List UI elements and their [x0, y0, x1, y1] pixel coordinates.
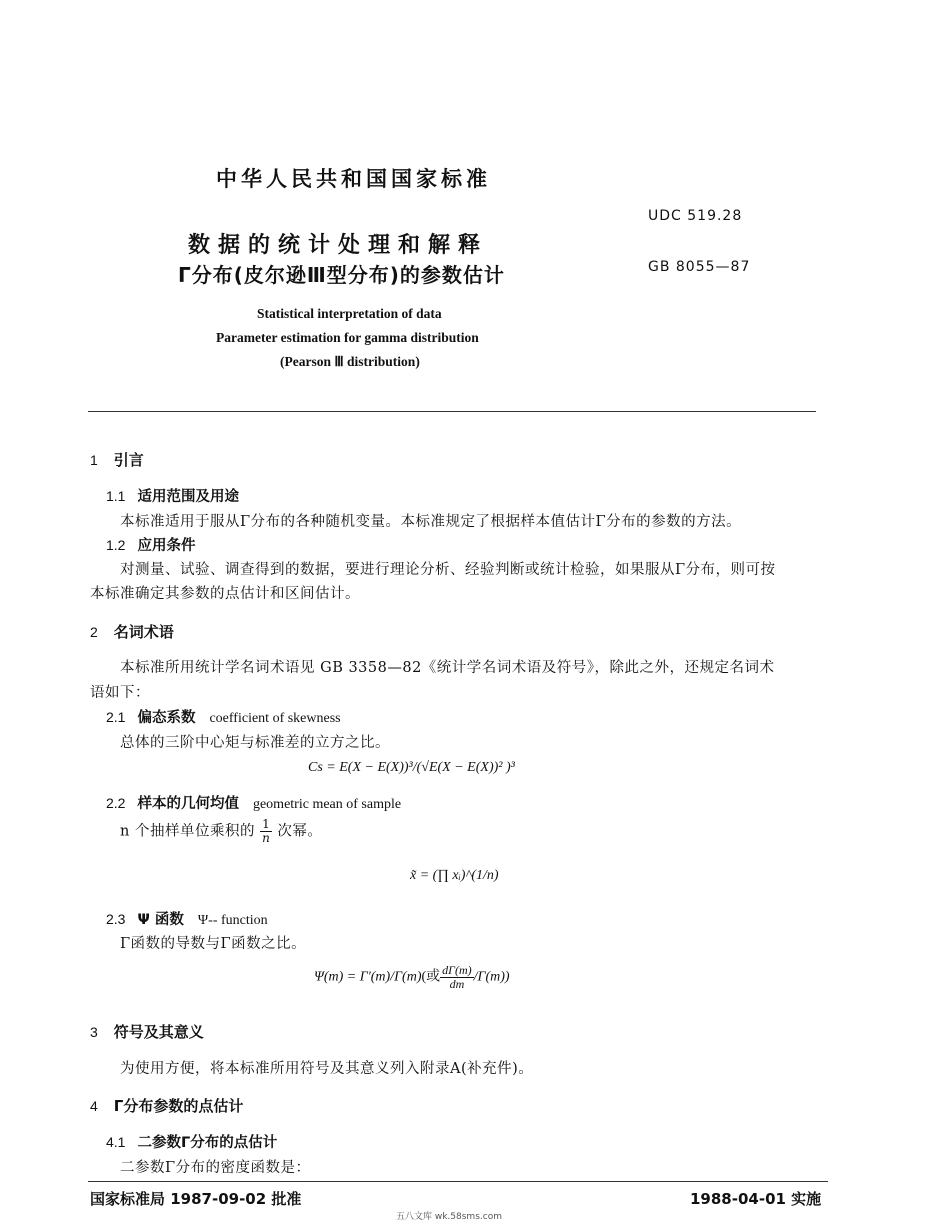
section-number: 1 [90, 452, 98, 468]
text-after-fraction: 次幂。 [277, 823, 323, 840]
english-title-line-1: Statistical interpretation of data [257, 306, 442, 321]
section-title: 适用范围及用途 [137, 489, 239, 505]
section-2-heading [90, 621, 174, 642]
fraction-numerator: dΓ(m) [442, 963, 472, 977]
section-number: 2 [90, 624, 98, 640]
section-4-heading [90, 1095, 243, 1116]
section-2-2-heading [106, 792, 401, 813]
term-english: coefficient of skewness [209, 711, 341, 726]
section-title: Ψ 函数 [137, 912, 184, 928]
section-title: Γ分布参数的点估计 [113, 1097, 244, 1115]
section-1-2-text-line-2: 本标准确定其参数的点估计和区间估计。 [90, 586, 360, 602]
section-2-text-line-1: 本标准所用统计学名词术语见 GB 3358—82《统计学名词术语及符号》，除此之外，还规定名词术 [120, 660, 775, 676]
section-1-2-text-line-1: 对测量、试验、调查得到的数据，要进行理论分析、经验判断或统计检验，如果服从Γ分布，则可按 [120, 562, 776, 578]
formula-part-b-suffix: /Γ(m)) [473, 969, 510, 985]
footer-divider [88, 1181, 828, 1182]
english-title-line-3: (Pearson Ⅲ distribution) [280, 354, 420, 369]
section-3-text: 为使用方便，将本标准所用符号及其意义列入附录A(补充件)。 [120, 1061, 534, 1077]
section-title: 二参数Γ分布的点估计 [137, 1135, 278, 1151]
standard-org-heading: 中华人民共和国国家标准 [216, 167, 491, 191]
section-1-1-text: 本标准适用于服从Γ分布的各种随机变量。本标准规定了根据样本值估计Γ分布的参数的方法。 [120, 514, 742, 530]
section-number: 2.3 [106, 911, 126, 927]
gb-code: GB 8055—87 [648, 259, 751, 275]
term-english: Ψ-- function [197, 913, 268, 928]
section-3-heading [90, 1021, 204, 1042]
section-number: 2.2 [106, 795, 126, 811]
fraction-denominator: dm [449, 977, 465, 991]
psi-function-formula [314, 964, 510, 991]
section-number: 3 [90, 1024, 98, 1040]
section-number: 4 [90, 1098, 98, 1114]
section-4-1-text: 二参数Γ分布的密度函数是： [120, 1160, 311, 1176]
section-2-1-heading [106, 706, 341, 727]
section-1-2-heading [106, 534, 195, 555]
section-title: 引言 [113, 451, 144, 469]
udc-code: UDC 519.28 [648, 208, 743, 224]
section-title: 符号及其意义 [113, 1023, 204, 1041]
fraction [440, 964, 473, 991]
section-number: 1.2 [106, 537, 126, 553]
approval-date: 国家标准局 1987-09-02 批准 [90, 1190, 302, 1208]
skewness-formula: Cs = E(X − E(X))³/(√E(X − E(X))² )³ [308, 760, 515, 775]
fraction-denominator: n [262, 831, 271, 845]
section-title: 偏态系数 [137, 710, 196, 726]
fraction-numerator: 1 [260, 818, 272, 832]
watermark: 五八文库 wk.58sms.com [396, 1212, 502, 1222]
section-2-text-line-2: 语如下： [90, 685, 150, 701]
section-2-2-text [120, 818, 322, 845]
formula-part-a: Ψ(m) = Γ′(m)/Γ(m) [314, 969, 422, 985]
document-title: 数据的统计处理和解释 [188, 233, 489, 258]
document-subtitle: Γ分布(皮尔逊Ⅲ型分布)的参数估计 [178, 263, 505, 287]
formula-part-b-prefix: (或 [421, 969, 441, 985]
section-number: 1.1 [106, 488, 126, 504]
header-divider [88, 411, 816, 412]
section-4-1-heading [106, 1131, 277, 1152]
fraction [260, 818, 272, 845]
section-title: 名词术语 [113, 623, 174, 641]
section-2-1-text: 总体的三阶中心矩与标准差的立方之比。 [120, 735, 390, 751]
section-number: 4.1 [106, 1134, 126, 1150]
section-1-heading [90, 449, 144, 470]
effective-date: 1988-04-01 实施 [690, 1190, 822, 1208]
section-number: 2.1 [106, 709, 126, 725]
geometric-mean-formula: x̃ = (∏ xᵢ)^(1/n) [410, 868, 499, 883]
section-1-1-heading [106, 485, 239, 506]
section-title: 应用条件 [137, 538, 196, 554]
english-title-line-2: Parameter estimation for gamma distribution [216, 330, 479, 345]
section-title: 样本的几何均值 [137, 796, 239, 812]
term-english: geometric mean of sample [252, 797, 402, 812]
section-2-3-text: Γ函数的导数与Γ函数之比。 [120, 936, 307, 952]
text-before-fraction: n 个抽样单位乘积的 [120, 823, 255, 840]
section-2-3-heading [106, 908, 268, 929]
